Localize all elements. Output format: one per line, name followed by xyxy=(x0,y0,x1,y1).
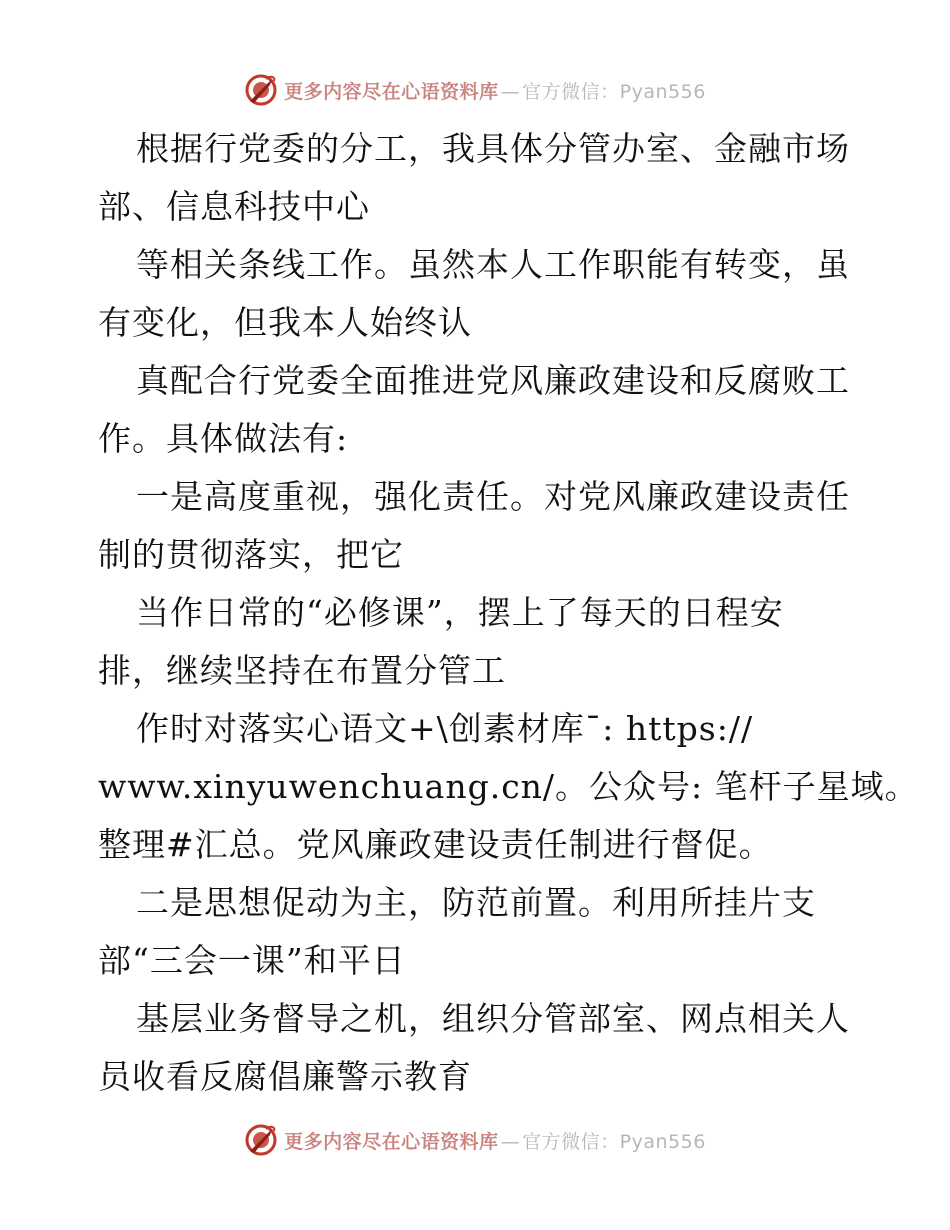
body-line: 部“三会一课”和平日 xyxy=(98,941,406,980)
body-line: 员收看反腐倡廉警示教育 xyxy=(98,1057,472,1096)
header-banner-inner xyxy=(244,73,706,107)
footer-banner xyxy=(0,1120,950,1160)
body-line: 根据行党委的分工，我具体分管办室、金融市场 xyxy=(136,129,850,168)
body-line: 作。具体做法有: xyxy=(98,419,349,458)
body-line: 基层业务督导之机，组织分管部室、网点相关人 xyxy=(136,999,850,1038)
body-line: 一是高度重视，强化责任。对党风廉政建设责任 xyxy=(136,477,850,516)
header-banner-text xyxy=(284,77,706,104)
footer-official-label: 官方微信：Pyan556 xyxy=(522,1130,706,1153)
body-line: 整理#汇总。党风廉政建设责任制进行督促。 xyxy=(98,825,773,864)
body-line: 有变化，但我本人始终认 xyxy=(98,303,472,342)
header-banner xyxy=(0,70,950,110)
logo-icon xyxy=(244,73,278,107)
body-line: 制的贯彻落实，把它 xyxy=(98,535,404,574)
footer-separator: — xyxy=(500,1130,521,1153)
header-separator: — xyxy=(500,80,521,103)
header-official-label: 官方微信：Pyan556 xyxy=(522,80,706,103)
body-line: 等相关条线工作。虽然本人工作职能有转变，虽 xyxy=(136,245,850,284)
body-line: 部、信息科技中心 xyxy=(98,187,370,226)
body-line: 真配合行党委全面推进党风廉政建设和反腐败工 xyxy=(136,361,850,400)
body-line: 当作日常的“必修课”，摆上了每天的日程安 xyxy=(136,593,784,632)
document-body xyxy=(98,120,919,1106)
footer-site-name: 更多内容尽在心语资料库 xyxy=(284,1130,499,1153)
logo-icon xyxy=(244,1123,278,1157)
footer-banner-text xyxy=(284,1127,706,1154)
body-line: www.xinyuwenchuang.cn/。公众号: 笔杆子星域。 xyxy=(98,767,919,806)
body-line: 二是思想促动为主，防范前置。利用所挂片支 xyxy=(136,883,816,922)
footer-banner-inner xyxy=(244,1123,706,1157)
body-line: 排，继续坚持在布置分管工 xyxy=(98,651,506,690)
header-site-name: 更多内容尽在心语资料库 xyxy=(284,80,499,103)
body-line: 作时对落实心语文+\创素材库¯: https:// xyxy=(136,709,754,748)
